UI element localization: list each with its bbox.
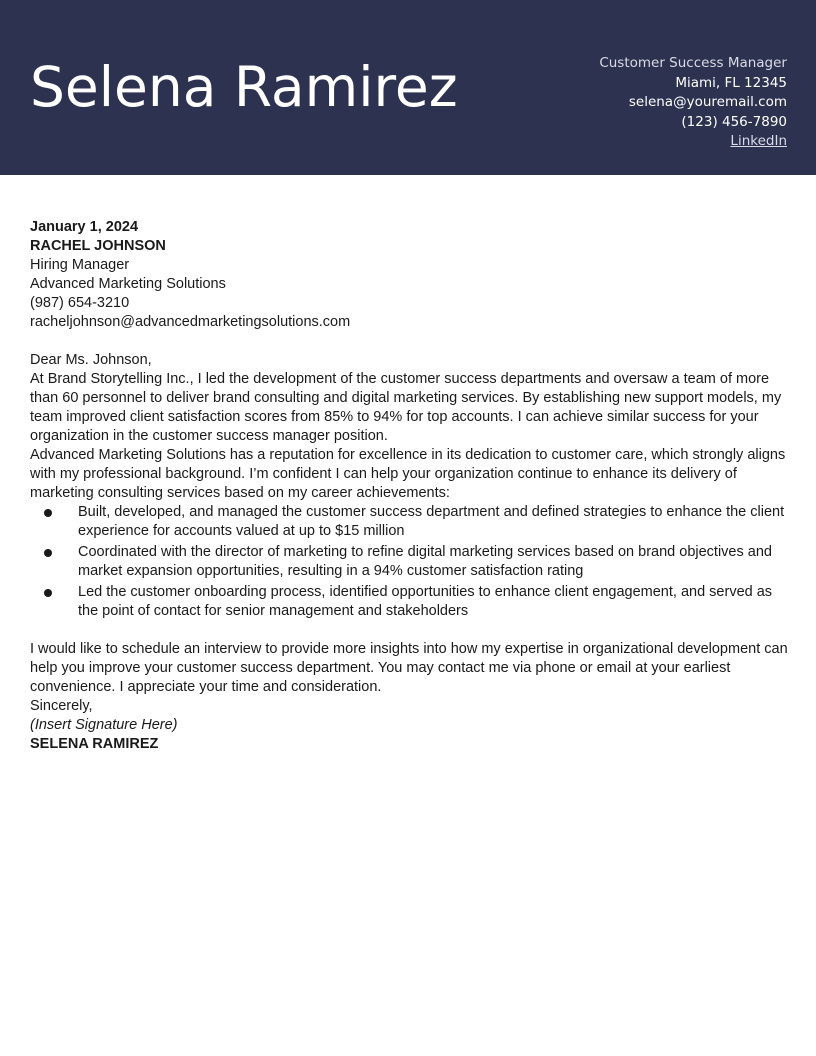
- recipient-email: racheljohnson@advancedmarketingsolutions.com: [30, 314, 351, 330]
- letter-body: [30, 218, 790, 754]
- list-item: [30, 543, 790, 581]
- applicant-name: Selena Ramirez: [30, 55, 458, 119]
- list-item: [30, 503, 790, 541]
- salutation: Dear Ms. Johnson,: [30, 352, 152, 368]
- list-item: [30, 583, 790, 621]
- job-title: Customer Success Manager: [599, 55, 787, 71]
- signer-name: SELENA RAMIREZ: [30, 736, 159, 752]
- header-banner: [0, 0, 816, 175]
- phone: (123) 456-7890: [681, 113, 787, 130]
- letter-date: January 1, 2024: [30, 219, 139, 235]
- recipient-name: RACHEL JOHNSON: [30, 238, 166, 254]
- location: Miami, FL 12345: [675, 74, 787, 91]
- closing: Sincerely,: [30, 698, 93, 714]
- recipient-phone: (987) 654-3210: [30, 295, 130, 311]
- bullet-icon: [44, 589, 52, 597]
- paragraph-2: Advanced Marketing Solutions has a reputation for excellence in its dedication to customer care, which strongly aligns with my professional background. I’m confident I can help your organization continue to enhance its delivery of marketing consulting services based on my career achievements:: [30, 447, 786, 501]
- bullet-text: Led the customer onboarding process, identified opportunities to enhance client engagement, and served as the point of contact for senior management and stakeholders: [78, 584, 773, 619]
- paragraph-1: At Brand Storytelling Inc., I led the development of the customer success departments and oversaw a team of more than 60 personnel to deliver brand consulting and digital marketing services. By establishing new support models, my team improved client satisfaction scores from 85% to 94% for top accounts. I can achieve similar success for your organization in the customer success manager position.: [30, 371, 782, 444]
- bullet-text: Built, developed, and managed the customer success department and defined strategies to enhance the client experience for accounts valued at up to $15 million: [78, 504, 785, 539]
- bullet-text: Coordinated with the director of marketing to refine digital marketing services based on brand objectives and market expansion opportunities, resulting in a 94% customer satisfaction rating: [78, 544, 772, 579]
- bullet-icon: [44, 509, 52, 517]
- linkedin-link[interactable]: LinkedIn: [730, 133, 787, 149]
- bullet-icon: [44, 549, 52, 557]
- recipient-title: Hiring Manager: [30, 257, 130, 273]
- recipient-block: [30, 237, 790, 332]
- email: selena@youremail.com: [628, 94, 787, 110]
- paragraph-3: I would like to schedule an interview to provide more insights into how my expertise in organizational development can help you improve your customer success department. You may contact me via phone or email at your earliest convenience. I appreciate your time and consideration.: [30, 641, 788, 695]
- recipient-company: Advanced Marketing Solutions: [30, 276, 226, 292]
- contact-block: [599, 54, 787, 152]
- signature-placeholder: (Insert Signature Here): [30, 717, 178, 733]
- achievement-list: [30, 503, 790, 621]
